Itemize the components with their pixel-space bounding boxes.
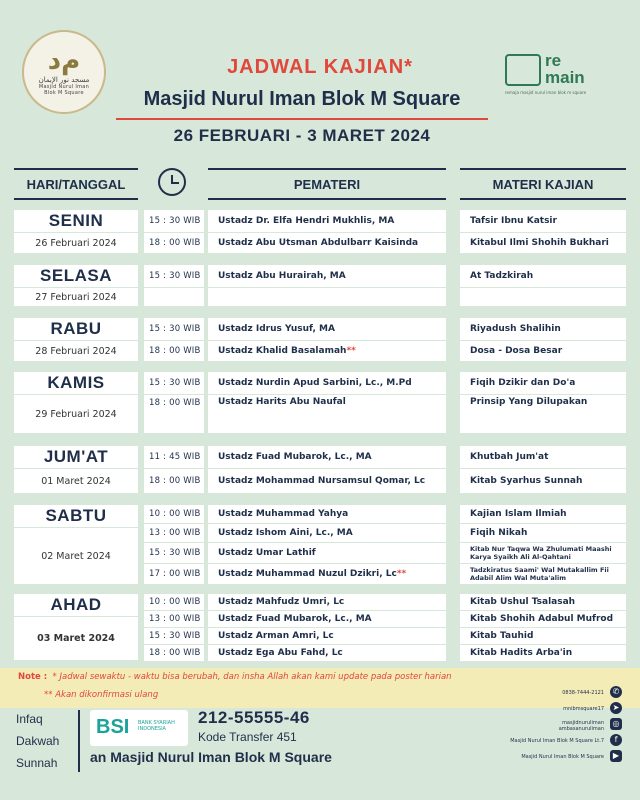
session-topic: At Tadzkirah [460,265,626,287]
contact-youtube: Masjid Nurul Iman Blok M Square [521,754,604,760]
logo-tagline: remaja masjid nurul iman blok m square [505,90,587,95]
day-date-senin: 26 Februari 2024 [14,233,138,253]
telegram-icon: ➤ [610,702,622,714]
day-date-selasa: 27 Februari 2024 [14,288,138,306]
session-speaker: Ustadz Fuad Mubarok, Lc., MA [208,446,446,468]
day-name-senin: SENIN [14,210,138,232]
day-date-rabu: 28 Februari 2024 [14,341,138,361]
session-time-empty [144,288,204,306]
logo-word-re: re [545,51,562,70]
session-speaker: Ustadz Nurdin Apud Sarbini, Lc., M.Pd [208,372,446,394]
account-number: 212-55555-46 [198,708,310,727]
contact-facebook: Masjid Nurul Iman Blok M Square Lt.7 [510,738,604,744]
label-infaq: Infaq [16,712,43,726]
donation-labels [16,708,59,774]
page-title: JADWAL KAJIAN* [227,56,413,78]
day-name-rabu: RABU [14,318,138,340]
session-topic: Kitab Nur Taqwa Wa Zhulumati Maashi Karya Syaikh Ali Al-Qahtani [460,543,626,563]
session-speaker: Ustadz Abu Utsman Abdulbarr Kaisinda [208,233,446,253]
session-time: 18 : 00 WIB [144,645,204,661]
column-header-topic: MATERI KAJIAN [492,177,594,192]
session-topic: Khutbah Jum'at [460,446,626,468]
session-time: 18 : 00 WIB [144,469,204,493]
header-rule-topic [460,168,626,170]
session-speaker: Ustadz Khalid Basalamah [218,346,347,356]
session-topic: Riyadush Shalihin [460,318,626,340]
session-time: 15 : 30 WIB [144,318,204,340]
kaaba-icon [505,54,541,86]
session-speaker: Ustadz Fuad Mubarok, Lc., MA [208,611,446,627]
day-name-kamis: KAMIS [14,372,138,394]
date-range: 26 FEBRUARI - 3 MARET 2024 [173,126,431,145]
column-header-speaker: PEMATERI [293,177,361,192]
session-speaker: Ustadz Harits Abu Naufal [208,395,446,433]
session-speaker: Ustadz Abu Hurairah, MA [208,265,446,287]
reconfirm-marker: ** [346,346,356,356]
session-speaker: Ustadz Umar Lathif [208,543,446,563]
session-topic: Kitabul Ilmi Shohih Bukhari [460,233,626,253]
session-speaker: Ustadz Ishom Aini, Lc., MA [208,524,446,542]
session-time: 10 : 00 WIB [144,505,204,523]
session-time: 15 : 30 WIB [144,372,204,394]
session-speaker-empty [208,288,446,306]
contact-whatsapp: 0838-7444-2121 [562,690,604,696]
day-name-ahad: AHAD [14,594,138,616]
day-date-jumat: 01 Maret 2024 [14,469,138,493]
session-speaker: Ustadz Muhammad Yahya [208,505,446,523]
footer-divider [78,710,80,772]
contact-telegram: mnibmsquare17 [563,706,604,712]
session-time: 15 : 30 WIB [144,543,204,563]
session-topic: Fiqih Dzikir dan Do'a [460,372,626,394]
label-sunnah: Sunnah [16,756,58,770]
title-divider [116,118,488,120]
day-date-sabtu: 02 Maret 2024 [14,528,138,584]
session-topic-empty [460,288,626,306]
bank-logo [90,710,188,746]
page-subtitle: Masjid Nurul Iman Blok M Square [143,88,461,110]
remain-logo [505,52,625,100]
whatsapp-icon: ✆ [610,686,622,698]
session-time: 13 : 00 WIB [144,611,204,627]
day-date-kamis: 29 Februari 2024 [14,395,138,433]
session-time: 11 : 45 WIB [144,446,204,468]
day-name-sabtu: SABTU [14,505,138,527]
account-name: an Masjid Nurul Iman Blok M Square [90,749,332,765]
session-topic: Tafsir Ibnu Katsir [460,210,626,232]
clock-icon [158,168,186,196]
session-topic: Kitab Syarhus Sunnah [460,469,626,493]
session-topic: Kitab Ushul Tsalasah [460,594,626,610]
session-time: 18 : 00 WIB [144,341,204,361]
reconfirm-marker: ** [396,569,407,579]
header-rule-topic-bottom [460,198,626,200]
header-rule-day [14,168,138,170]
masjid-logo [22,30,106,114]
session-speaker: Ustadz Mahfudz Umri, Lc [208,594,446,610]
session-time: 15 : 30 WIB [144,265,204,287]
note-line2: ** Akan dikonfirmasi ulang [44,690,159,700]
session-time: 17 : 00 WIB [144,564,204,584]
session-speaker: Ustadz Dr. Elfa Hendri Mukhlis, MA [208,210,446,232]
session-topic: Kajian Islam Ilmiah [460,505,626,523]
logo-line1: Masjid Nurul Iman [38,84,90,90]
day-name-jumat: JUM'AT [14,446,138,468]
contact-instagram: masjidnuruliman ambasanuruliman [558,720,604,732]
day-name-selasa: SELASA [14,265,138,287]
session-speaker: Ustadz Idrus Yusuf, MA [208,318,446,340]
bank-logo-text: BSI [96,716,130,738]
session-topic: Fiqih Nikah [460,524,626,542]
note-label: Note : [18,672,48,682]
transfer-code: Kode Transfer 451 [198,730,297,744]
session-speaker: Ustadz Ega Abu Fahd, Lc [208,645,446,661]
header-rule-day-bottom [14,198,138,200]
logo-line2: Blok M Square [44,90,84,96]
session-topic: Kitab Tauhid [460,628,626,644]
session-topic: Dosa - Dosa Besar [460,341,626,361]
youtube-icon: ▶ [610,750,622,762]
header-rule-speaker-bottom [208,198,446,200]
day-date-ahad: 03 Maret 2024 [14,617,138,660]
session-topic: Prinsip Yang Dilupakan [460,395,626,433]
facebook-icon: f [610,734,622,746]
session-time: 18 : 00 WIB [144,395,204,433]
note-line1: * Jadwal sewaktu - waktu bisa berubah, dan insha Allah akan kami update pada poster harian [52,672,452,682]
session-speaker-cell [208,341,446,361]
session-topic: Tadzkiratus Saami' Wal Mutakallim Fii Adabil Alim Wal Muta'alim [460,564,626,584]
logo-word-main: main [545,68,585,87]
session-speaker: Ustadz Mohammad Nursamsul Qomar, Lc [208,469,446,493]
label-dakwah: Dakwah [16,734,60,748]
session-time: 10 : 00 WIB [144,594,204,610]
session-time: 13 : 00 WIB [144,524,204,542]
session-speaker-cell [208,564,446,584]
session-speaker: Ustadz Muhammad Nuzul Dzikri, Lc [218,569,397,579]
session-speaker: Ustadz Arman Amri, Lc [208,628,446,644]
session-topic: Kitab Shohih Adabul Mufrod [460,611,626,627]
session-topic: Kitab Hadits Arba'in [460,645,626,661]
session-time: 15 : 30 WIB [144,628,204,644]
mosque-emblem-icon: ﻡد [47,46,81,76]
note-box [0,668,640,708]
bank-name: BANK SYARIAH INDONESIA [138,720,175,732]
instagram-icon: ◎ [610,718,622,730]
column-header-day: HARI/TANGGAL [26,177,126,192]
session-time: 18 : 00 WIB [144,233,204,253]
session-time: 15 : 30 WIB [144,210,204,232]
logo-arabic-text: مسجد نور الإيمان [38,76,90,84]
header-rule-speaker [208,168,446,170]
